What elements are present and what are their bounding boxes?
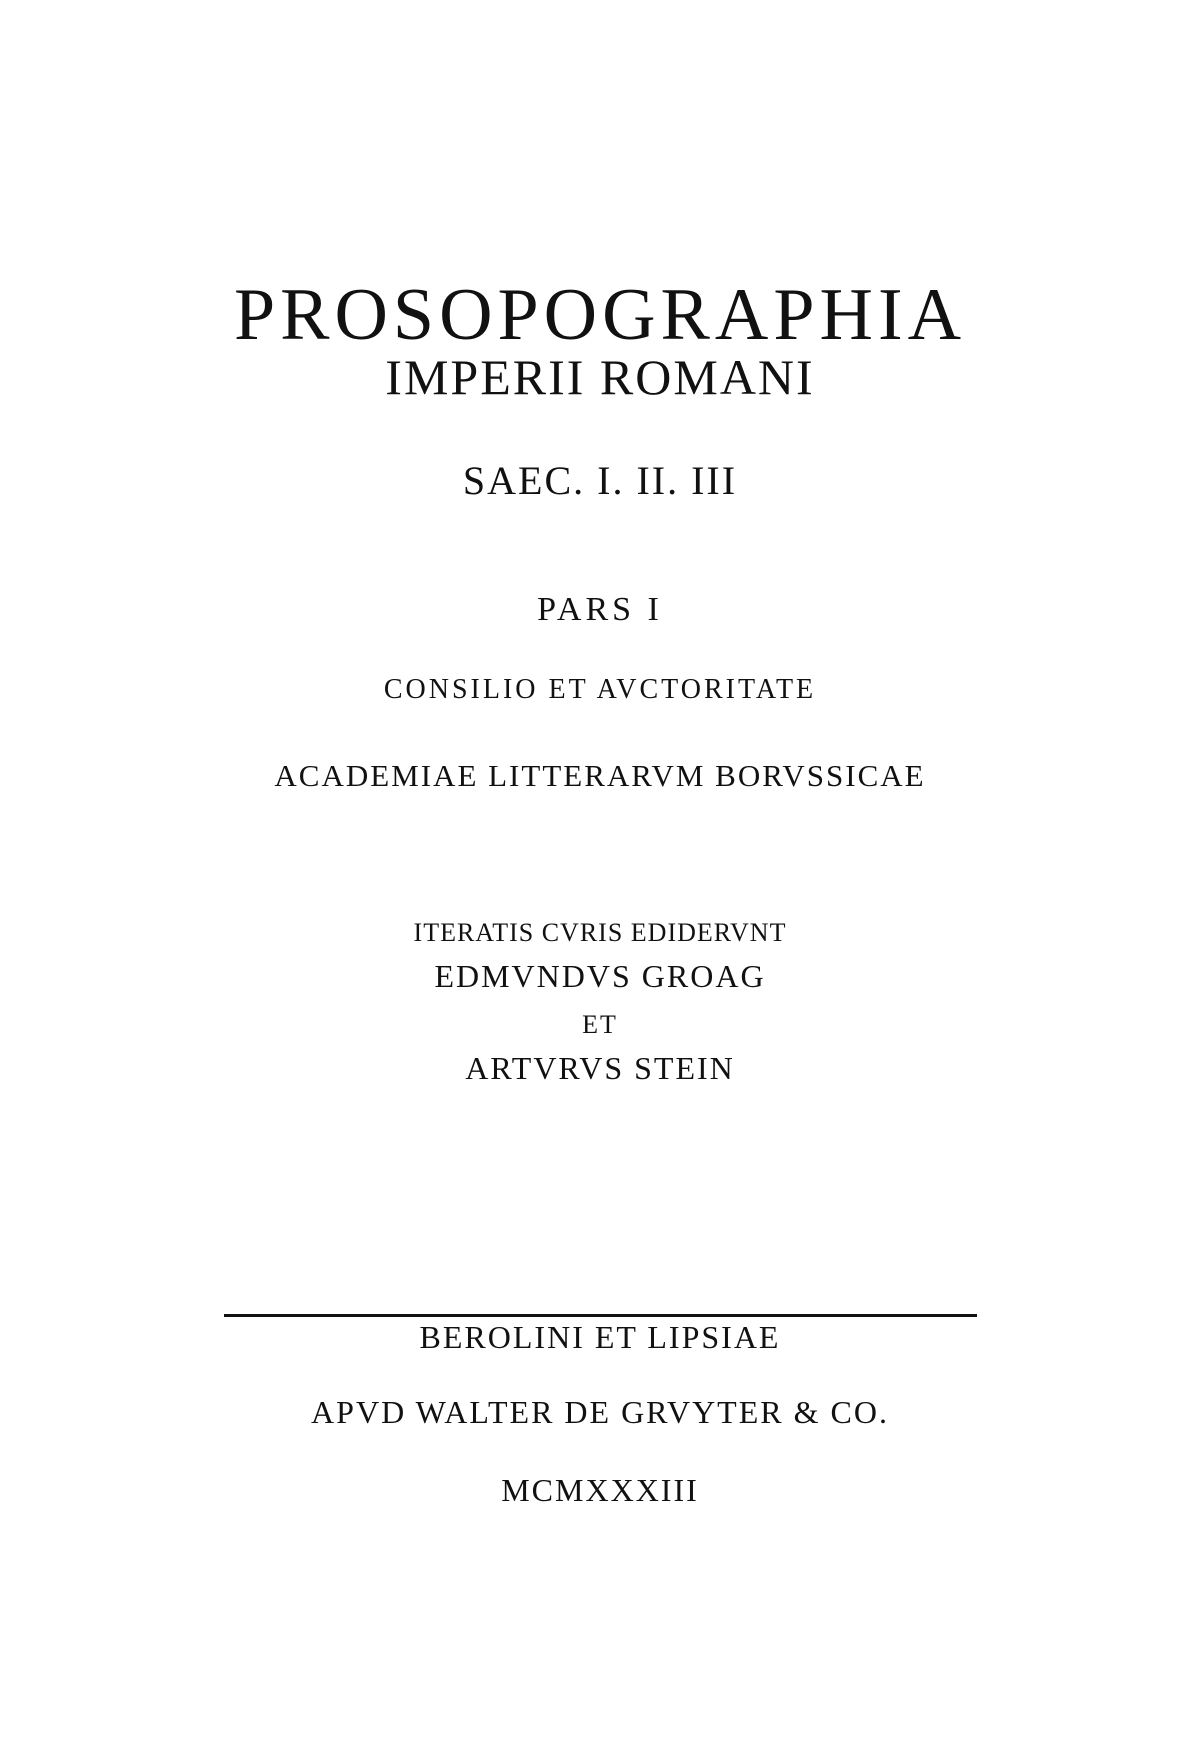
editors-intro: ITERATIS CVRIS EDIDERVNT	[413, 918, 787, 947]
editor-name-1: EDMVNDVS GROAG	[434, 958, 766, 994]
publisher-name: APVD WALTER DE GRVYTER & CO.	[311, 1394, 889, 1430]
part-label: PARS I	[537, 591, 663, 628]
editors-conjunction: ET	[582, 1010, 618, 1039]
academy-name: ACADEMIAE LITTERARVM BORVSSICAE	[274, 758, 926, 793]
publication-year: MCMXXXIII	[501, 1472, 699, 1508]
editor-name-2: ARTVRVS STEIN	[465, 1050, 735, 1086]
imprint-divider	[224, 1314, 977, 1317]
authority-line: CONSILIO ET AVCTORITATE	[383, 674, 817, 705]
period-label: SAEC. I. II. III	[462, 458, 738, 503]
book-title: PROSOPOGRAPHIA	[233, 273, 967, 356]
publication-place: BEROLINI ET LIPSIAE	[419, 1319, 781, 1355]
book-subtitle: IMPERII ROMANI	[385, 349, 815, 405]
